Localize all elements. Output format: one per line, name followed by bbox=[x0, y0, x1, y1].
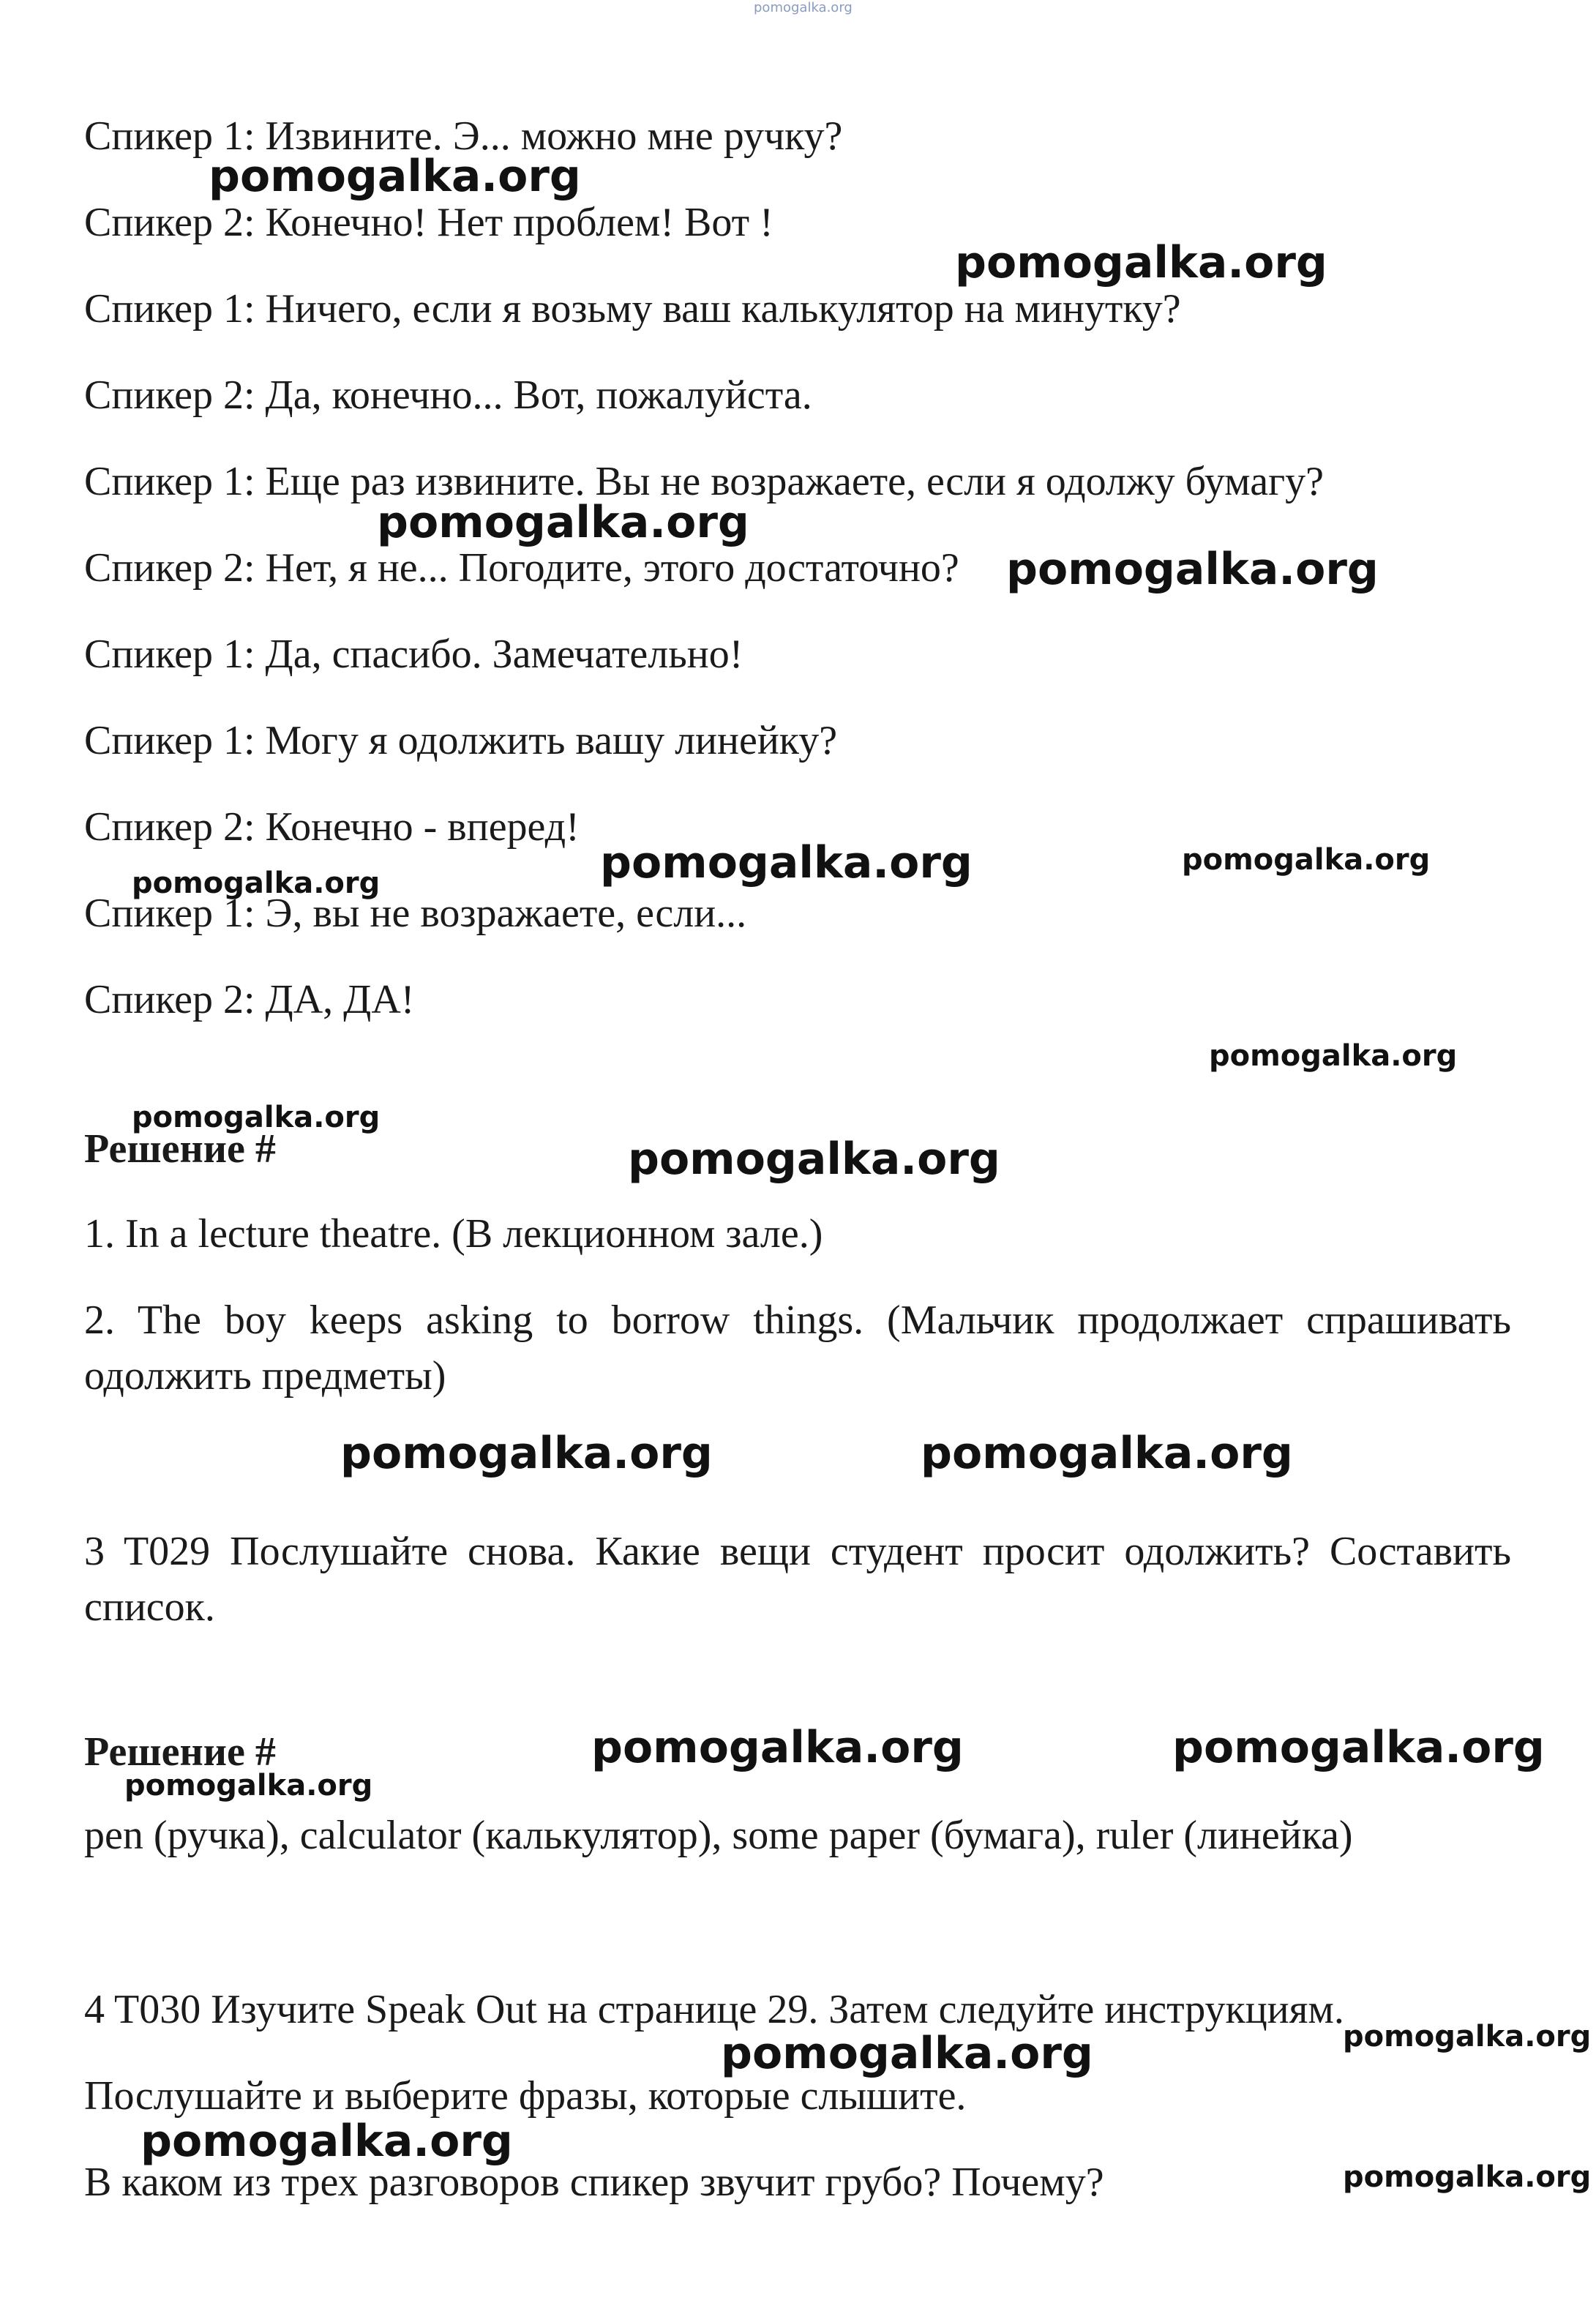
watermark: pomogalka.org bbox=[132, 866, 381, 900]
watermark: pomogalka.org bbox=[921, 1428, 1293, 1479]
watermark: pomogalka.org bbox=[721, 2028, 1093, 2079]
solution-heading: Решение # bbox=[84, 1729, 276, 1775]
watermark: pomogalka.org bbox=[1343, 2020, 1592, 2053]
watermark: pomogalka.org bbox=[1182, 843, 1431, 877]
dialogue-line: Спикер 1: Извините. Э... можно мне ручку? bbox=[84, 113, 843, 159]
dialogue-line: Спикер 2: Конечно - вперед! bbox=[84, 804, 580, 850]
dialogue-line: Спикер 1: Да, спасибо. Замечательно! bbox=[84, 632, 743, 677]
solution-answer: 2. The boy keeps asking to borrow things. (Мальчик продолжает спрашивать одолжить предметы) bbox=[84, 1298, 1511, 1398]
watermark: pomogalka.org bbox=[1172, 1722, 1545, 1773]
task-3: 3 T029 Послушайте снова. Какие вещи студент просит одолжить? Составить список. bbox=[84, 1529, 1511, 1630]
watermark-top: pomogalka.org bbox=[754, 0, 853, 15]
dialogue-line: Спикер 1: Ничего, если я возьму ваш калькулятор на минутку? bbox=[84, 286, 1181, 332]
watermark: pomogalka.org bbox=[377, 497, 749, 548]
solution-answer: pen (ручка), calculator (калькулятор), some paper (бумага), ruler (линейка) bbox=[84, 1813, 1353, 1858]
watermark: pomogalka.org bbox=[1006, 544, 1379, 595]
dialogue-line: Спикер 1: Могу я одолжить вашу линейку? bbox=[84, 718, 838, 763]
task-4-line: Послушайте и выберите фразы, которые слышите. bbox=[84, 2073, 967, 2119]
task-4-line: 4 T030 Изучите Speak Out на странице 29. Затем следуйте инструкциям. bbox=[84, 1987, 1344, 2032]
dialogue-line: Спикер 2: Да, конечно... Вот, пожалуйста. bbox=[84, 372, 812, 418]
solution-answer: 1. In a lecture theatre. (В лекционном зале.) bbox=[84, 1211, 823, 1257]
watermark: pomogalka.org bbox=[124, 1769, 373, 1802]
dialogue-line: Спикер 2: Конечно! Нет проблем! Вот ! bbox=[84, 200, 773, 245]
watermark: pomogalka.org bbox=[600, 837, 973, 888]
watermark: pomogalka.org bbox=[340, 1428, 713, 1479]
watermark: pomogalka.org bbox=[591, 1722, 964, 1773]
watermark: pomogalka.org bbox=[955, 237, 1327, 288]
watermark: pomogalka.org bbox=[1343, 2160, 1592, 2194]
watermark: pomogalka.org bbox=[628, 1134, 1000, 1185]
task-4-line: В каком из трех разговоров спикер звучит грубо? Почему? bbox=[84, 2160, 1104, 2205]
dialogue-line: Спикер 1: Э, вы не возражаете, если... bbox=[84, 891, 747, 936]
dialogue-line: Спикер 1: Еще раз извините. Вы не возражаете, если я одолжу бумагу? bbox=[84, 459, 1324, 504]
dialogue-line: Спикер 2: ДА, ДА! bbox=[84, 977, 415, 1022]
watermark: pomogalka.org bbox=[132, 1101, 381, 1134]
solution-heading: Решение # bbox=[84, 1126, 276, 1172]
watermark: pomogalka.org bbox=[141, 2116, 513, 2167]
watermark: pomogalka.org bbox=[209, 151, 581, 202]
watermark: pomogalka.org bbox=[1209, 1039, 1458, 1073]
dialogue-line: Спикер 2: Нет, я не... Погодите, этого достаточно? bbox=[84, 545, 959, 591]
